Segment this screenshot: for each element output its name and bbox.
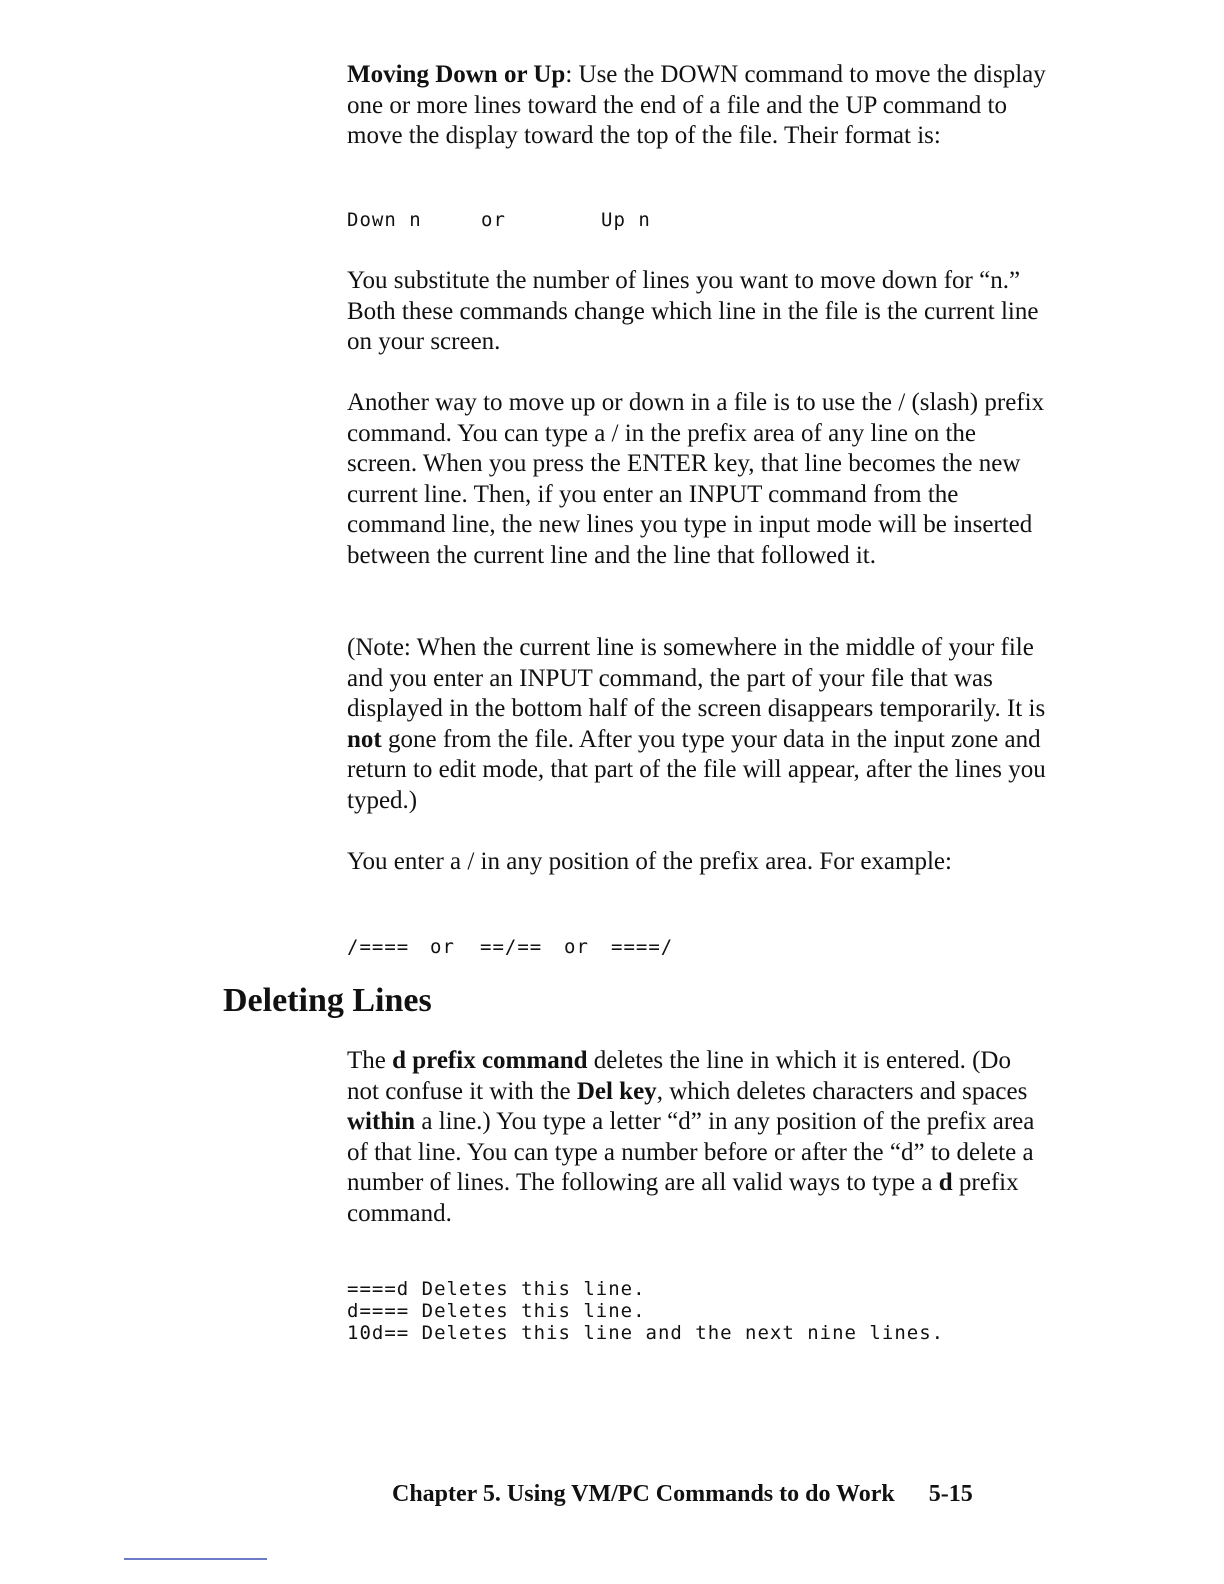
delete-bold-within: within [347,1108,416,1136]
delete-text-d: a line.) You type a letter “d” in any position of the prefix area of that line. You can type a number before or after the “d” to delete a number of lines. The following are all valid ways to type a [347,1108,1035,1197]
example-intro-paragraph: You enter a / in any position of the prefix area. For example: [347,848,952,875]
delete-text-b: deletes the line in which it is entered. (Do not confuse it with the [347,1047,1011,1105]
note-text-a: (Note: When the current line is somewhere in the middle of your file and you enter an INPUT command, the part of your file that was displayed in the bottom half of the screen disappears temporarily. It is [347,634,1046,723]
footer-page-number: 5-15 [928,1481,973,1507]
slash-paragraph: Another way to move up or down in a file is to use the / (slash) prefix command. You can type a / in the prefix area of any line on the screen. When you press the ENTER key, that line becomes the new current line. Then, if you enter an INPUT command from the command line, the new lines you type in input mode will be inserted between the current line and the line that followed it. [347,389,1045,569]
moving-lead-text: : Use the DOWN command to move the display one or more lines toward the end of a file and the UP command to move the display toward the top of the file. Their format is: [347,61,1046,150]
note-not: not [347,725,382,753]
delete-text-a: The [347,1047,393,1074]
delete-text-c: , which deletes characters and spaces [656,1077,1028,1105]
moving-paragraph [347,60,1047,152]
delete-bold-prefix-command: d prefix command [392,1047,588,1074]
delete-example-line: d==== Deletes this line. [347,1300,646,1322]
note-text-b: gone from the file. After you type your data in the input zone and return to edit mode, that part of the file will appear, after the lines you typed.) [347,725,1046,814]
example-or-2: or [564,936,589,958]
format-down: Down n [347,209,422,231]
note-paragraph [347,633,1047,817]
footer-chapter: Chapter 5. Using VM/PC Commands to do Work [392,1481,895,1507]
example-slash-3: ====/ [611,936,674,958]
delete-paragraph [347,1046,1047,1230]
page-footer [392,1481,973,1508]
example-or-1: or [430,936,455,958]
format-up: Up n [601,209,651,231]
format-or: or [481,209,506,231]
example-slash-2: ==/== [480,936,543,958]
delete-example-line: ====d Deletes this line. [347,1278,646,1300]
delete-bold-d: d [938,1169,953,1197]
delete-example-line: 10d== Deletes this line and the next nine lines. [347,1322,945,1344]
substitute-paragraph: You substitute the number of lines you want to move down for “n.” Both these commands change which line in the file is the current line on your screen. [347,267,1039,356]
moving-lead-title: Moving Down or Up [347,61,566,88]
section-heading-deleting-lines: Deleting Lines [223,982,432,1019]
bottom-rule [124,1558,267,1560]
delete-bold-del-key: Del key [576,1077,657,1105]
example-slash-1: /==== [347,936,410,958]
delete-text-e: prefix command. [347,1169,1019,1227]
